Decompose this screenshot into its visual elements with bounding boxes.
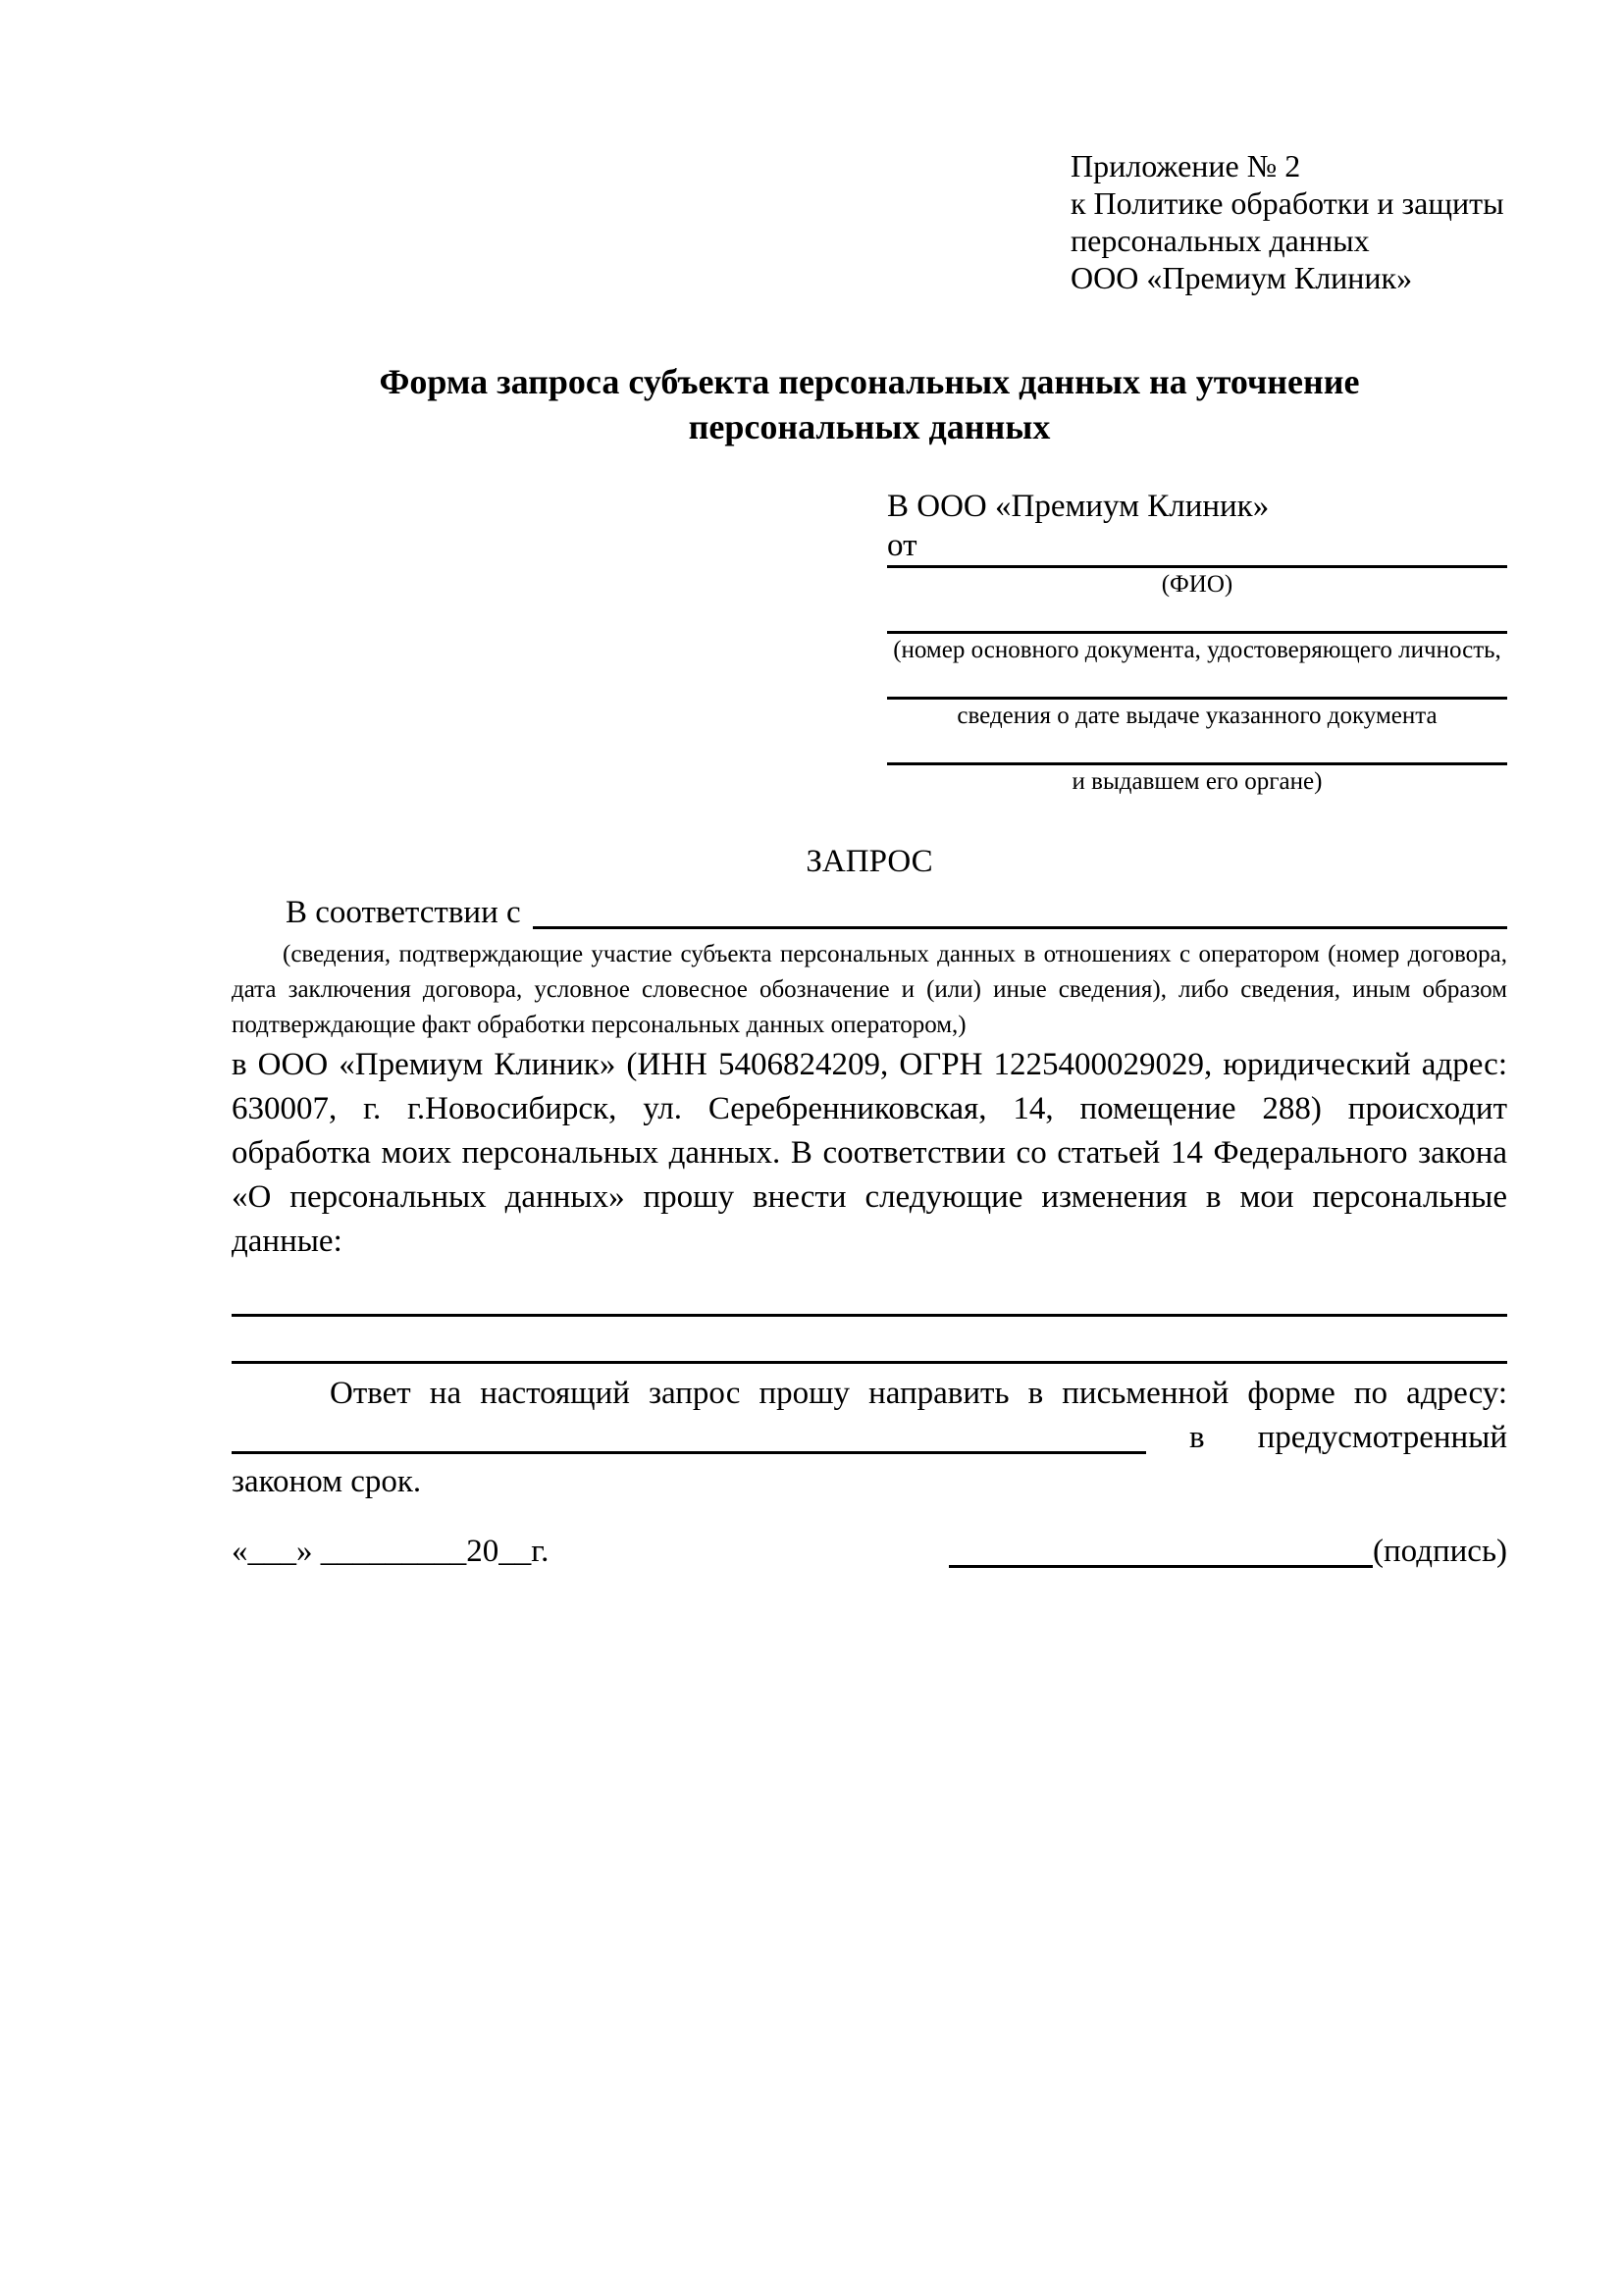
reply-instruction-text: Ответ на настоящий запрос прошу направить в письменной форме по адресу:: [330, 1376, 1507, 1411]
changes-blank-line-1: [232, 1270, 1507, 1317]
appendix-line: ООО «Премиум Клиник»: [1071, 260, 1413, 295]
intro-row: [232, 891, 1507, 935]
footer-row: [232, 1530, 1507, 1574]
appendix-line: к Политике обработки и защиты: [1071, 185, 1504, 221]
reply-word: в: [1189, 1420, 1205, 1455]
appendix-block: [1071, 147, 1507, 296]
signature-group: [949, 1530, 1507, 1574]
addressee-to: В ООО «Премиум Клиник»: [887, 489, 1270, 524]
request-body-text: в ООО «Премиум Клиник» (ИНН 5406824209, ОГРН 1225400029029, юридический адрес: 630007, г. г.Новосибирск, ул. Серебренниковская, 14, помещение 288) происходит обработка моих персональных данных. В соответствии со статьей 14 Федерального закона «О персональных данных» прошу внести следующие изменения в мои персональные данные:: [232, 1047, 1507, 1259]
addressee-block: [887, 487, 1507, 797]
issue-date-caption: сведения о дате выдаче указанного документа: [957, 703, 1438, 729]
issuer-caption: и выдавшем его органе): [1072, 768, 1323, 795]
signature-caption: (подпись): [1373, 1534, 1507, 1569]
addressee-from-label: от: [887, 528, 917, 563]
reply-term-text: законом срок.: [232, 1464, 422, 1499]
basis-blank-line: [533, 891, 1507, 929]
fio-caption: (ФИО): [1161, 571, 1233, 598]
reply-address-row: [232, 1416, 1507, 1460]
document-number-blank-line: [887, 600, 1507, 634]
address-blank-line: [232, 1416, 1146, 1454]
request-heading: ЗАПРОС: [806, 844, 933, 879]
reply-word: предусмотренный: [1257, 1420, 1507, 1455]
issue-date-blank-line: [887, 665, 1507, 700]
appendix-line: Приложение № 2: [1071, 148, 1301, 183]
signature-blank-line: [949, 1530, 1373, 1568]
document-number-caption: (номер основного документа, удостоверяющего личность,: [893, 637, 1501, 663]
date-field: «___» _________20__г.: [232, 1534, 550, 1569]
document-title: Форма запроса субъекта персональных данных на уточнение персональных данных: [379, 362, 1360, 446]
intro-label: В соответствии с: [286, 895, 521, 930]
changes-blank-line-2: [232, 1317, 1507, 1364]
note-text: (сведения, подтверждающие участие субъекта персональных данных в отношениях с оператором (номер договора, дата заключения договора, условное словесное обозначение и (или) иные сведения), либо сведения, иным образом подтверждающие факт обработки персональных данных оператором,): [232, 941, 1507, 1038]
issuer-blank-line: [887, 731, 1507, 765]
appendix-line: персональных данных: [1071, 223, 1370, 258]
